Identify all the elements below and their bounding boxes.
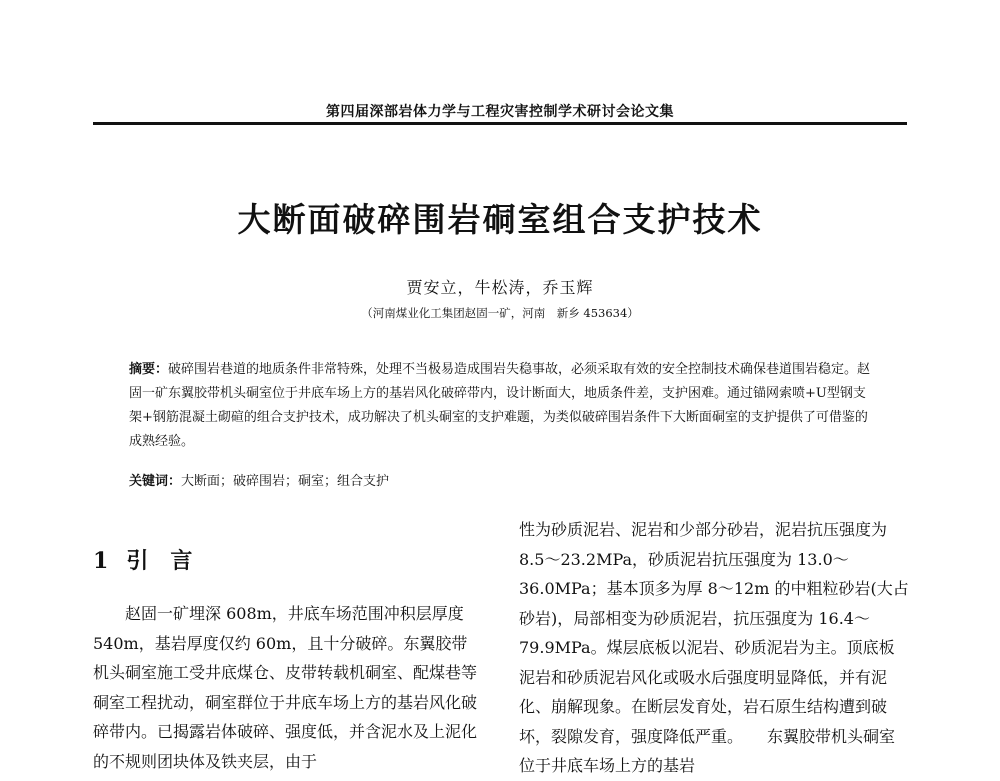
section-heading: [93, 544, 210, 575]
abstract: [129, 358, 873, 454]
paper-title: 大断面破碎围岩硐室组合支护技术: [237, 200, 763, 239]
abstract-text: 破碎围岩巷道的地质条件非常特殊，处理不当极易造成围岩失稳事故，必须采取有效的安全控制技术确保巷道围岩稳定。赵固一矿东翼胶带机头硐室位于井底车场上方的基岩风化破碎带内，设计断面大，地质条件差，支护困难。通过锚网索喷+U型钢支架+钢筋混凝土砌碹的组合支护技术，成功解决了机头硐室的支护难题，为类似破碎围岩条件下大断面硐室的支护提供了可借鉴的成熟经验。: [129, 362, 871, 449]
body-left-column: 赵固一矿埋深 608m，井底车场范围冲积层厚度 540m，基岩厚度仅约 60m，且十分破碎。东翼胶带机头硐室施工受井底煤仓、皮带转载机硐室、配煤巷等硐室工程扰动，硐室群位于井底车场上方的基岩风化破碎带内。已揭露岩体破碎、强度低，并含泥水及上泥化的不规则团块体及铁夹层，由于: [93, 604, 478, 771]
keywords: [129, 470, 873, 494]
authors: 贾安立，牛松涛，乔玉辉: [406, 278, 594, 297]
keywords-label: 关键词：: [129, 474, 182, 489]
section-title: 引 言: [126, 548, 193, 574]
abstract-label: 摘要：: [129, 362, 169, 377]
keywords-text: 大断面；破碎围岩；硐室；组合支护: [181, 474, 390, 489]
affiliation: （河南煤业化工集团赵固一矿，河南 新乡 453634）: [361, 306, 639, 320]
body-right-column: 性为砂质泥岩、泥岩和少部分砂岩，泥岩抗压强度为 8.5～23.2MPa，砂质泥岩抗压强度为 13.0～36.0MPa；基本顶多为厚 8～12m 的中粗粒砂岩(大占砂岩)，局部相变为砂质泥岩，抗压强度为 16.4～79.9MPa。煤层底板以泥岩、砂质泥岩为主。顶底板泥岩和砂质泥岩风化或吸水后强度明显降低，并有泥化、崩解现象。在断层发育处，岩石原生结构遭到破坏，裂隙发育，强度降低严重。 东翼胶带机头硐室位于井底车场上方的基岩: [519, 520, 909, 775]
running-header: 第四届深部岩体力学与工程灾害控制学术研讨会论文集: [326, 104, 674, 120]
header-rule: [93, 122, 907, 125]
section-number: 1: [93, 548, 109, 574]
